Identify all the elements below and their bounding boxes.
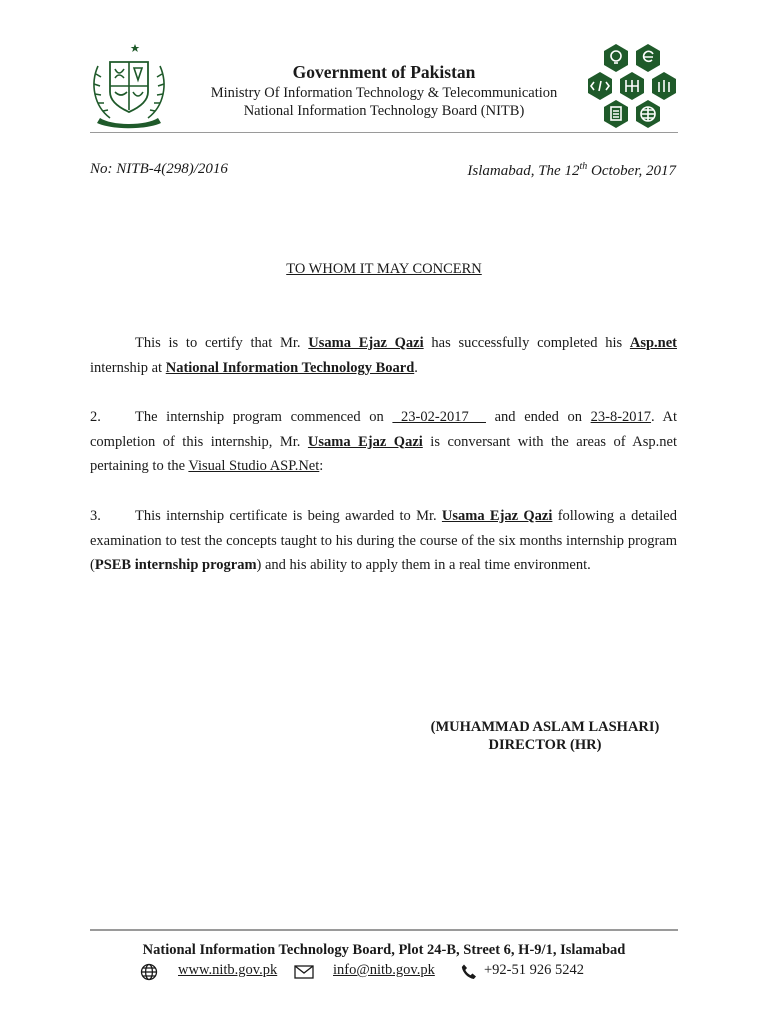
p1-text-2: has successfully completed his — [423, 335, 630, 351]
p2-text-4: is conversant with the areas of Asp.net pertaining to the — [90, 433, 678, 474]
internship-area: Visual Studio ASP.Net — [188, 458, 320, 474]
intern-name: Usama Ejaz Qazi — [308, 335, 424, 351]
reference-number: No: NITB-4(298)/2016 — [90, 161, 228, 177]
p3-text-2: following a detailed examination to test the concepts taught to his during the course of the six months internship program ( — [90, 508, 677, 573]
p2-text-2: and ended on — [485, 409, 591, 425]
state-emblem-logo — [88, 36, 170, 130]
board-name: National Information Technology Board (NITB) — [243, 103, 525, 119]
p2-text-5: : — [319, 458, 324, 474]
date-ordinal-suffix: th — [579, 161, 588, 172]
website-link[interactable]: www.nitb.gov.pk — [178, 962, 278, 978]
organization-name: National Information Technology Board — [165, 359, 415, 376]
issue-date — [467, 161, 676, 180]
footer-divider — [90, 929, 678, 931]
document-title: Government of Pakistan — [292, 62, 476, 82]
p2-text-3: . At completion of this internship, Mr. — [90, 409, 677, 450]
intern-name: Usama Ejaz Qazi — [441, 508, 553, 524]
p1-text-1: This is to certify that Mr. — [135, 335, 309, 351]
date-prefix: Islamabad, The 12 — [467, 163, 580, 179]
paragraph-number: 3. — [90, 508, 101, 524]
phone-number: +92-51 926 5242 — [484, 962, 585, 978]
signatory-title: DIRECTOR (HR) — [488, 737, 602, 753]
p2-text-1: The internship program commenced on — [135, 409, 393, 425]
nitb-logo — [582, 42, 682, 134]
phone-icon — [460, 963, 478, 981]
p1-text-3: internship at — [90, 359, 166, 376]
program-name: PSEB internship program — [94, 557, 257, 573]
p3-text-3: ) and his ability to apply them in a real time environment. — [256, 557, 591, 573]
email-link[interactable]: info@nitb.gov.pk — [333, 962, 435, 978]
p1-text-4: . — [414, 359, 418, 376]
start-date: 23-02-2017 — [392, 409, 486, 425]
end-date: 23-8-2017 — [590, 409, 652, 425]
paragraph-2 — [90, 405, 677, 479]
p3-text-1: This internship certificate is being awarded to Mr. — [135, 508, 442, 524]
intern-name: Usama Ejaz Qazi — [307, 433, 423, 450]
paragraph-number: 2. — [90, 409, 101, 425]
paragraph-3 — [90, 504, 677, 578]
globe-icon — [140, 963, 158, 981]
footer-address: National Information Technology Board, Plot 24-B, Street 6, H-9/1, Islamabad — [142, 942, 626, 958]
ministry-name: Ministry Of Information Technology & Telecommunication — [210, 85, 558, 101]
paragraph-1 — [90, 331, 677, 380]
date-rest: October, 2017 — [587, 163, 676, 179]
header-divider — [90, 132, 678, 133]
envelope-icon — [294, 965, 314, 979]
letter-heading: TO WHOM IT MAY CONCERN — [286, 261, 482, 277]
signatory-name: (MUHAMMAD ASLAM LASHARI) — [430, 719, 660, 735]
technology: Asp.net — [629, 335, 678, 351]
